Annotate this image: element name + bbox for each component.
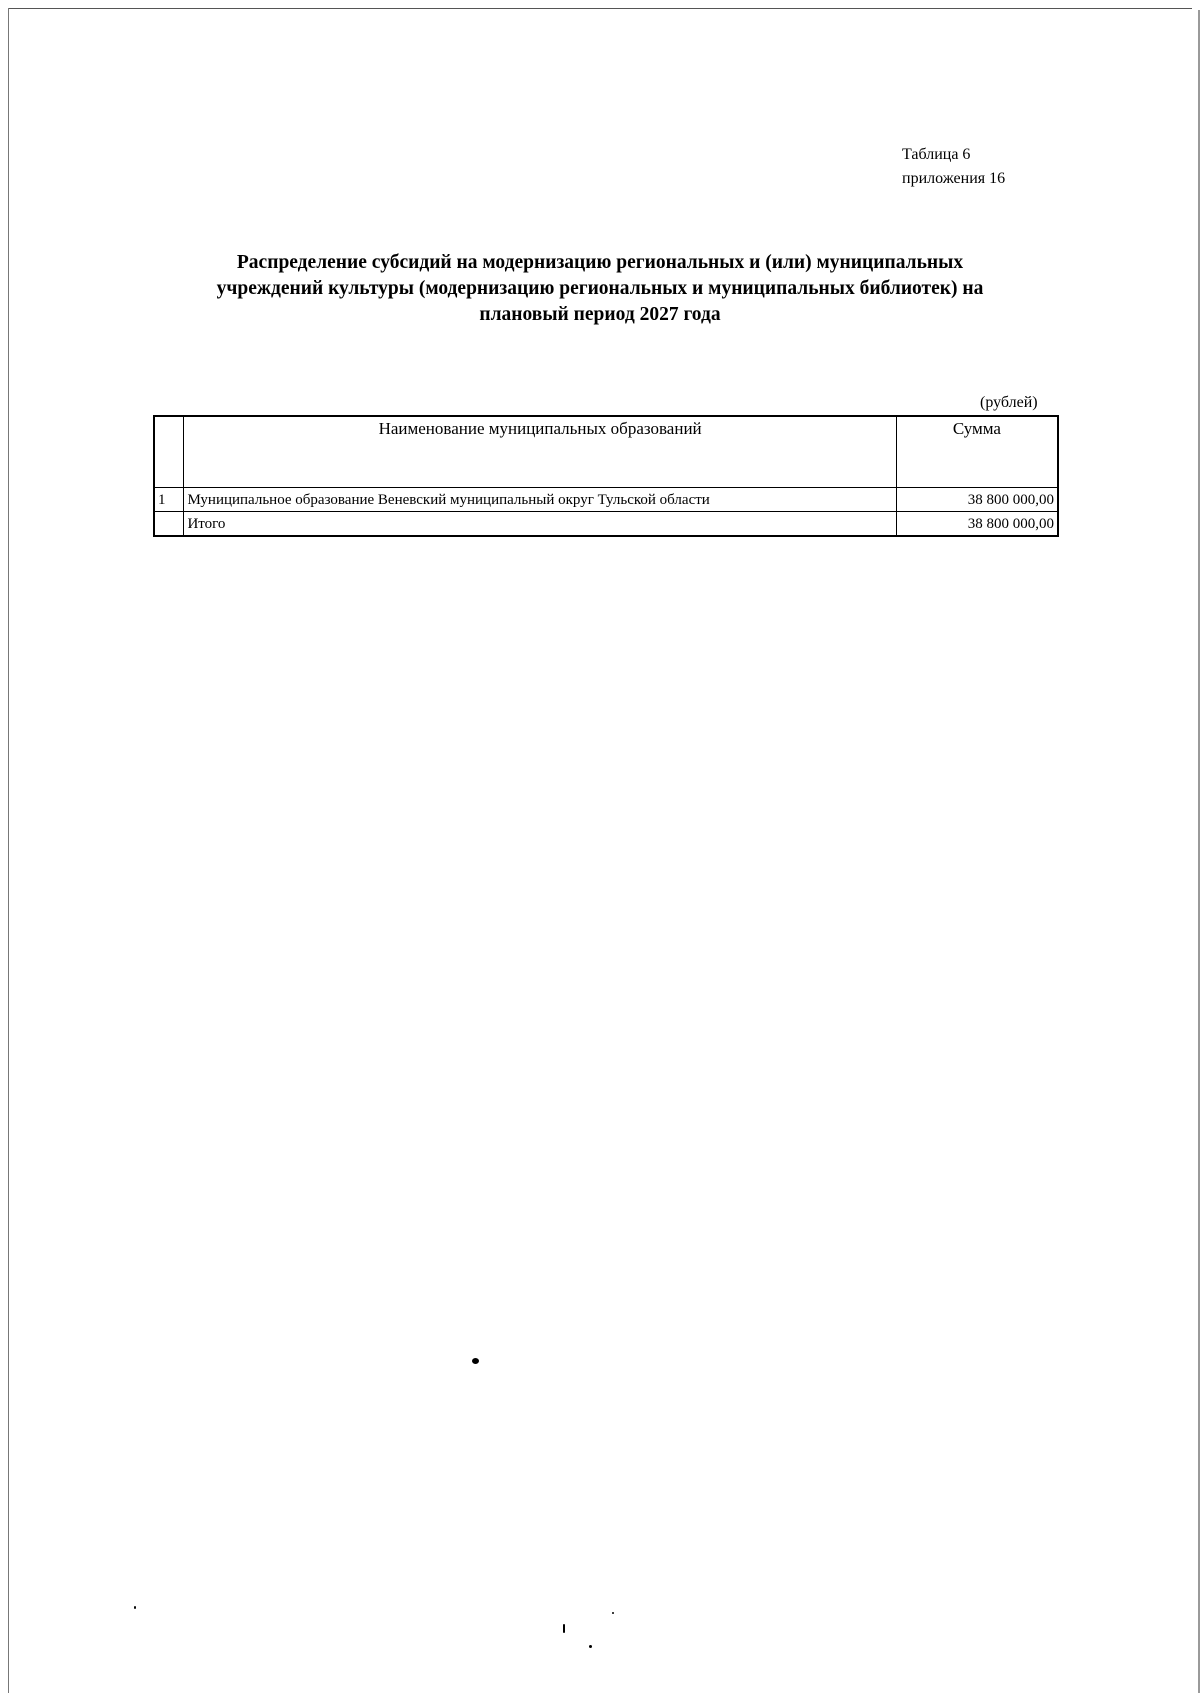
table-row — [154, 488, 1058, 512]
scan-edge-left — [8, 8, 9, 1693]
table-reference — [902, 143, 1005, 191]
table-total-row — [154, 512, 1058, 537]
appendix-reference: приложения 16 — [902, 170, 1006, 187]
total-label: Итого — [184, 512, 896, 537]
total-number — [154, 512, 184, 537]
scan-speck — [134, 1606, 136, 1609]
distribution-table — [153, 415, 1059, 537]
scan-speck — [589, 1645, 592, 1648]
header-number — [154, 416, 184, 488]
scan-speck — [563, 1624, 565, 1633]
title-line-3: плановый период 2027 года — [479, 304, 721, 325]
units-label: (рублей) — [980, 394, 1038, 411]
scan-speck — [472, 1358, 479, 1364]
table-header-row — [154, 416, 1058, 488]
table-number: Таблица 6 — [902, 146, 971, 163]
total-sum: 38 800 000,00 — [896, 512, 1058, 537]
header-sum: Сумма — [896, 416, 1058, 488]
document-title — [150, 250, 1050, 328]
title-line-2: учреждений культуры (модернизацию региональных и муниципальных библиотек) на — [216, 278, 984, 299]
row-number: 1 — [154, 488, 184, 512]
row-sum: 38 800 000,00 — [896, 488, 1058, 512]
title-line-1: Распределение субсидий на модернизацию региональных и (или) муниципальных — [236, 252, 964, 273]
scan-edge-top — [8, 8, 1192, 9]
row-name: Муниципальное образование Веневский муниципальный округ Тульской области — [184, 488, 896, 512]
header-name: Наименование муниципальных образований — [184, 416, 896, 488]
scan-speck — [612, 1612, 614, 1614]
